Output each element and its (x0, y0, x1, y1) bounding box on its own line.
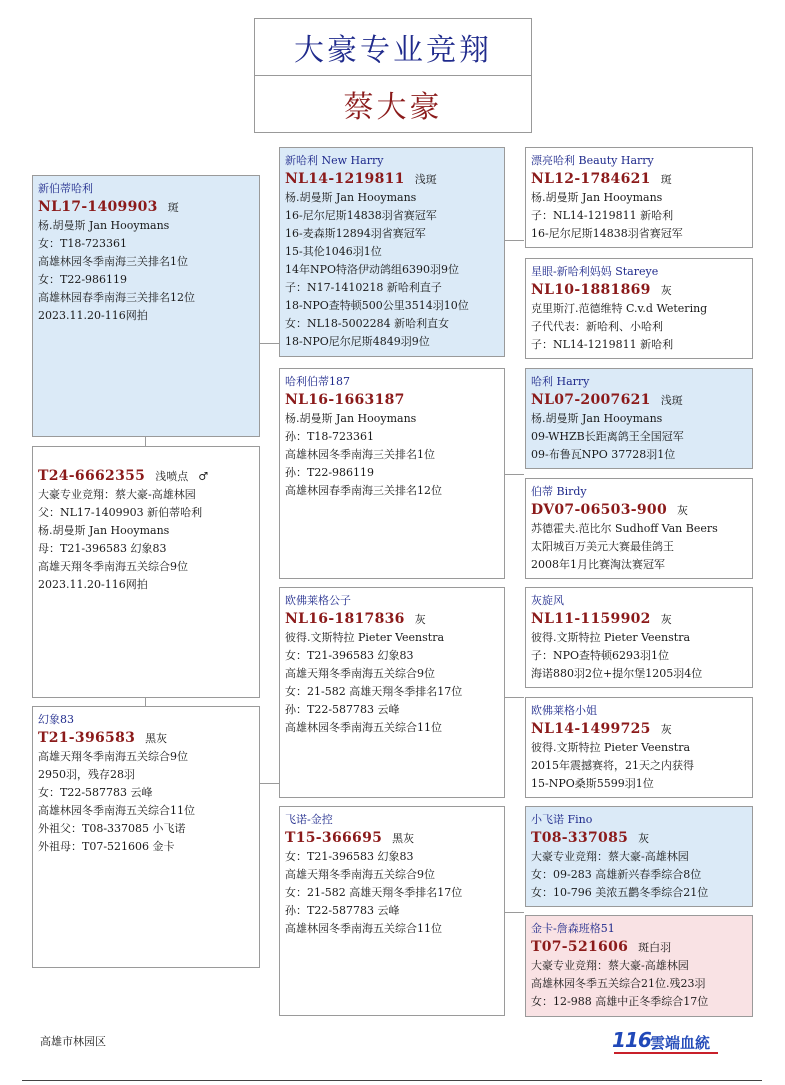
dam-sire-card[interactable] (279, 587, 505, 798)
pigeon-color: 灰 (660, 613, 672, 626)
pedigree-line: 15-其伦1046羽1位 (285, 245, 382, 258)
bottom-divider (22, 1080, 762, 1081)
pedigree-line: 高雄天翔冬季南海五关综合9位 (38, 560, 188, 573)
sire-card[interactable] (32, 175, 260, 437)
dam-dam-card[interactable] (279, 806, 505, 1016)
connector-line (504, 474, 524, 475)
pedigree-line: 高雄天翔冬季南海五关综合9位 (285, 868, 435, 881)
pedigree-line: 16-尼尔尼斯14838羽省赛冠军 (285, 209, 437, 222)
logo-number: 116 (612, 1028, 651, 1052)
pedigree-line: 高雄天翔冬季南海五关综合9位 (38, 750, 188, 763)
pedigree-line: 杨.胡曼斯 Jan Hooymans (531, 412, 663, 425)
connector-line (504, 912, 524, 913)
pedigree-line: 女：21-582 高雄天翔冬季排名17位 (285, 685, 463, 698)
pedigree-line: 太阳城百万美元大赛最佳鸽王 (531, 540, 674, 553)
pigeon-color: 斑白羽 (638, 941, 672, 954)
pedigree-line: 孙：T18-723361 (285, 430, 375, 443)
ring-number: DV07-06503-900 (531, 502, 667, 518)
pigeon-name: 小飞诺 Fino (531, 813, 593, 826)
pedigree-line: 苏德霍夫.范比尔 Sudhoff Van Beers (531, 522, 718, 535)
pedigree-line: 2023.11.20-116网拍 (38, 578, 148, 591)
pigeon-color: 黑灰 (145, 732, 168, 745)
logo-underline (614, 1052, 718, 1054)
header-box (254, 18, 532, 133)
pedigree-line: 高雄林园冬季南海五关综合11位 (285, 922, 442, 935)
sex-icon: ♂ (198, 470, 209, 483)
connector-line (259, 783, 279, 784)
ring-number: NL12-1784621 (531, 171, 651, 187)
ring-number: T08-337085 (531, 830, 629, 846)
pedigree-line: 杨.胡曼斯 Jan Hooymans (285, 412, 417, 425)
pedigree-line: 外祖母：T07-521606 金卡 (38, 840, 175, 853)
owner-name: 蔡大豪 (343, 90, 443, 125)
pedigree-line: 女：T21-396583 幻象83 (285, 850, 414, 863)
pedigree-line: 09-WHZB长距离鸽王全国冠军 (531, 430, 684, 443)
connector-line (259, 343, 279, 344)
pedigree-line: 2008年1月比赛淘汰赛冠军 (531, 558, 665, 571)
connector-line (504, 240, 524, 241)
pedigree-line: 大豪专业竞翔：蔡大豪-高雄林园 (531, 850, 689, 863)
ring-number: T07-521606 (531, 939, 629, 955)
pedigree-line: 高雄天翔冬季南海五关综合9位 (285, 667, 435, 680)
pedigree-line: 彼得.文斯特拉 Pieter Veenstra (285, 631, 445, 644)
pedigree-line: 母：T21-396583 幻象83 (38, 542, 167, 555)
pedigree-line: 高雄林园冬季南海三关排名1位 (285, 448, 435, 461)
pedigree-line: 高雄林园春季南海三关排名12位 (285, 484, 442, 497)
pedigree-line: 15-NPO桑斯5599羽1位 (531, 777, 654, 790)
pedigree-line: 杨.胡曼斯 Jan Hooymans (531, 191, 663, 204)
pedigree-line: 2023.11.20-116网拍 (38, 309, 148, 322)
pigeon-name: 飞诺-金控 (285, 813, 333, 826)
dds-card[interactable] (525, 806, 753, 907)
pedigree-line: 2950羽，残存28羽 (38, 768, 135, 781)
pedigree-line: 女：09-283 高雄新兴春季综合8位 (531, 868, 702, 881)
pigeon-color: 灰 (677, 504, 688, 517)
pedigree-line: 大豪专业竞翔：蔡大豪-高雄林园 (531, 959, 689, 972)
pedigree-line: 子：NL14-1219811 新哈利 (531, 209, 674, 222)
ring-number: NL14-1499725 (531, 721, 651, 737)
ssd-card[interactable] (525, 258, 753, 359)
sire-dam-card[interactable] (279, 368, 505, 579)
pedigree-line: 杨.胡曼斯 Jan Hooymans (38, 219, 170, 232)
pigeon-name: 哈利 Harry (531, 375, 590, 388)
sss-card[interactable] (525, 147, 753, 248)
pedigree-line: 父：NL17-1409903 新伯蒂哈利 (38, 506, 203, 519)
pedigree-line: 高雄林园冬季南海五关综合11位 (38, 804, 195, 817)
pedigree-line: 孙：T22-986119 (285, 466, 375, 479)
pedigree-line: 克里斯汀.范德维特 C.v.d Wetering (531, 302, 708, 315)
sdd-card[interactable] (525, 478, 753, 579)
subject-card[interactable] (32, 446, 260, 698)
pigeon-color: 斑 (660, 173, 672, 186)
pedigree-line: 子：NL14-1219811 新哈利 (531, 338, 674, 351)
pigeon-name: 欧佛莱格小姐 (531, 704, 597, 717)
pigeon-name: 欧佛莱格公子 (285, 594, 351, 607)
ring-number: NL16-1663187 (285, 392, 405, 408)
ring-number: T15-366695 (285, 830, 383, 846)
pedigree-line: 16-尼尔尼斯14838羽省赛冠军 (531, 227, 683, 240)
pigeon-color: 灰 (660, 284, 672, 297)
pedigree-line: 女：T22-986119 (38, 273, 128, 286)
pigeon-name: 漂亮哈利 Beauty Harry (531, 154, 654, 167)
pigeon-name: 伯蒂 Birdy (531, 485, 587, 498)
logo-116[interactable] (612, 1030, 722, 1054)
dsd-card[interactable] (525, 697, 753, 798)
pigeon-color: 灰 (660, 723, 672, 736)
ring-number: T24-6662355 (38, 468, 146, 484)
sds-card[interactable] (525, 368, 753, 469)
dss-card[interactable] (525, 587, 753, 688)
pedigree-line: 子代代表：新哈利、小哈利 (531, 320, 663, 333)
pedigree-line: 女：T22-587783 云峰 (38, 786, 153, 799)
pedigree-line: 高雄林园冬季南海三关排名1位 (38, 255, 188, 268)
pedigree-line: 子：NPO查特顿6293羽1位 (531, 649, 670, 662)
ddd-card[interactable] (525, 915, 753, 1017)
pigeon-name: 哈利伯蒂187 (285, 375, 350, 388)
pedigree-line: 子：N17-1410218 新哈利直子 (285, 281, 442, 294)
pedigree-line: 外祖父：T08-337085 小飞诺 (38, 822, 186, 835)
ring-number: T21-396583 (38, 730, 136, 746)
pedigree-line: 高雄林园冬季南海五关综合11位 (285, 721, 442, 734)
pigeon-color: 浅斑 (414, 173, 437, 186)
pedigree-line: 彼得.文斯特拉 Pieter Veenstra (531, 631, 691, 644)
sire-sire-card[interactable] (279, 147, 505, 357)
pigeon-color: 灰 (638, 832, 650, 845)
pigeon-name: 幻象83 (38, 713, 74, 726)
pigeon-color: 浅喷点 (155, 470, 189, 483)
pigeon-name: 金卡-詹森班格51 (531, 922, 615, 935)
pedigree-line: 高雄林园春季南海三关排名12位 (38, 291, 195, 304)
pedigree-line: 14年NPO特洛伊动鸽组6390羽9位 (285, 263, 460, 276)
pedigree-line: 18-NPO查特顿500公里3514羽10位 (285, 299, 469, 312)
ring-number: NL07-2007621 (531, 392, 651, 408)
ring-number: NL11-1159902 (531, 611, 651, 627)
page-title: 大豪专业竞翔 (255, 19, 531, 76)
pedigree-line: 孙：T22-587783 云峰 (285, 904, 400, 917)
pigeon-color: 黑灰 (392, 832, 415, 845)
pigeon-name: 灰旋风 (531, 594, 564, 607)
pedigree-line: 高雄林园冬季五关综合21位.残23羽 (531, 977, 706, 990)
pedigree-line: 海诺880羽2位+提尔堡1205羽4位 (531, 667, 703, 680)
pigeon-name: 新哈利 New Harry (285, 154, 384, 167)
ring-number: NL14-1219811 (285, 171, 405, 187)
pedigree-line: 大豪专业竞翔：蔡大豪-高雄林园 (38, 488, 196, 501)
pigeon-color: 斑 (167, 201, 179, 214)
logo-text: 雲端血統 (650, 1034, 711, 1052)
pedigree-line: 孙：T22-587783 云峰 (285, 703, 400, 716)
pedigree-line: 16-麦森斯12894羽省赛冠军 (285, 227, 426, 240)
pedigree-line: 女：T18-723361 (38, 237, 128, 250)
pedigree-line: 2015年震撼赛将，21天之内获得 (531, 759, 694, 772)
pigeon-name: 星眼-新哈利妈妈 Stareye (531, 265, 659, 278)
pedigree-line: 杨.胡曼斯 Jan Hooymans (38, 524, 170, 537)
pedigree-line: 女：T21-396583 幻象83 (285, 649, 414, 662)
pedigree-line: 09-布鲁瓦NPO 37728羽1位 (531, 448, 676, 461)
pedigree-line: 女：21-582 高雄天翔冬季排名17位 (285, 886, 463, 899)
pedigree-line: 彼得.文斯特拉 Pieter Veenstra (531, 741, 691, 754)
ring-number: NL16-1817836 (285, 611, 405, 627)
pedigree-line: 女：12-988 高雄中正冬季综合17位 (531, 995, 709, 1008)
pigeon-color: 灰 (414, 613, 426, 626)
pedigree-line: 杨.胡曼斯 Jan Hooymans (285, 191, 417, 204)
ring-number: NL17-1409903 (38, 199, 158, 215)
footer-location: 高雄市林园区 (40, 1035, 106, 1048)
dam-card[interactable] (32, 706, 260, 968)
pedigree-line: 女：NL18-5002284 新哈利直女 (285, 317, 450, 330)
pigeon-name: 新伯蒂哈利 (38, 182, 93, 195)
pigeon-color: 浅斑 (660, 394, 683, 407)
connector-line (504, 697, 524, 698)
pedigree-line: 女：10-796 美浓五鹳冬季综合21位 (531, 886, 709, 899)
pedigree-line: 18-NPO尼尔尼斯4849羽9位 (285, 335, 430, 348)
ring-number: NL10-1881869 (531, 282, 651, 298)
